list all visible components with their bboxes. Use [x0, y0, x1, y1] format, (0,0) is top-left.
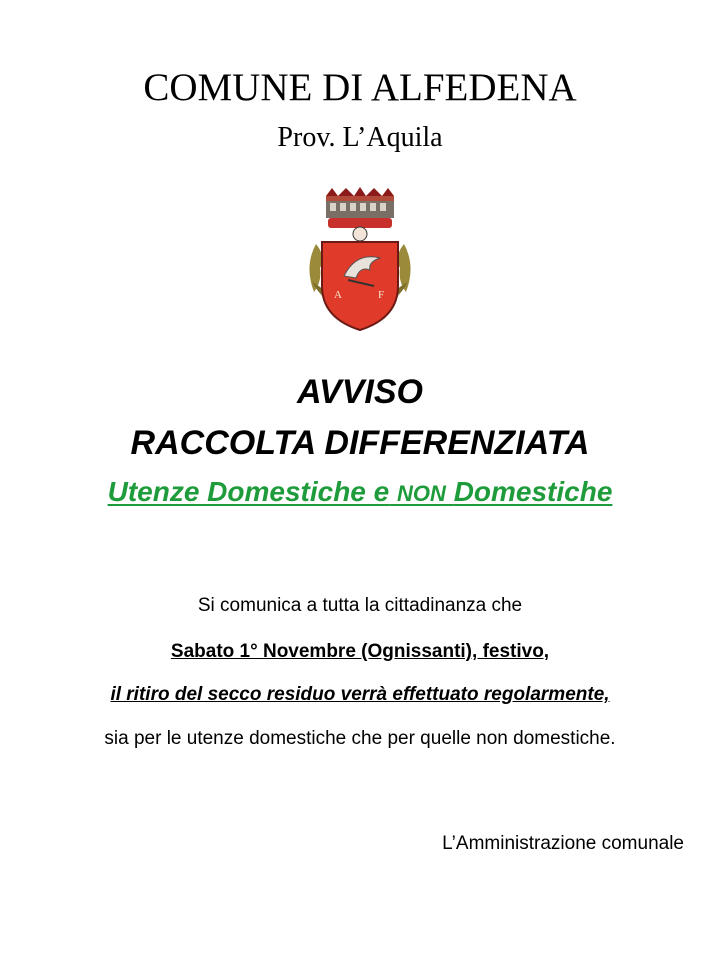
crown — [326, 187, 394, 228]
audience-part-1: Utenze Domestiche e — [107, 476, 390, 507]
crest-initial-f: F — [378, 289, 385, 301]
audience-part-3: Domestiche — [453, 476, 613, 507]
body-line-2: Sabato 1° Novembre (Ognissanti), festivo, — [170, 641, 550, 662]
audience-line — [0, 472, 720, 514]
crest-initial-a: A — [334, 289, 342, 301]
body-line-3: il ritiro del secco residuo verrà effettuato regolarmente, — [110, 684, 610, 705]
audience-part-2: NON — [397, 481, 446, 506]
shield — [322, 242, 398, 330]
municipality-title: COMUNE DI ALFEDENA — [143, 66, 577, 109]
coat-of-arms-icon — [298, 186, 422, 334]
signature: L’Amministrazione comunale — [442, 833, 684, 854]
body-line-1: Si comunica a tutta la cittadinanza che — [197, 595, 523, 616]
notice-heading: AVVISO — [297, 373, 423, 411]
notice-subheading: RACCOLTA DIFFERENZIATA — [130, 424, 590, 462]
body-line-4: sia per le utenze domestiche che per quelle non domestiche. — [104, 728, 616, 749]
province-label: Prov. L’Aquila — [277, 122, 443, 153]
